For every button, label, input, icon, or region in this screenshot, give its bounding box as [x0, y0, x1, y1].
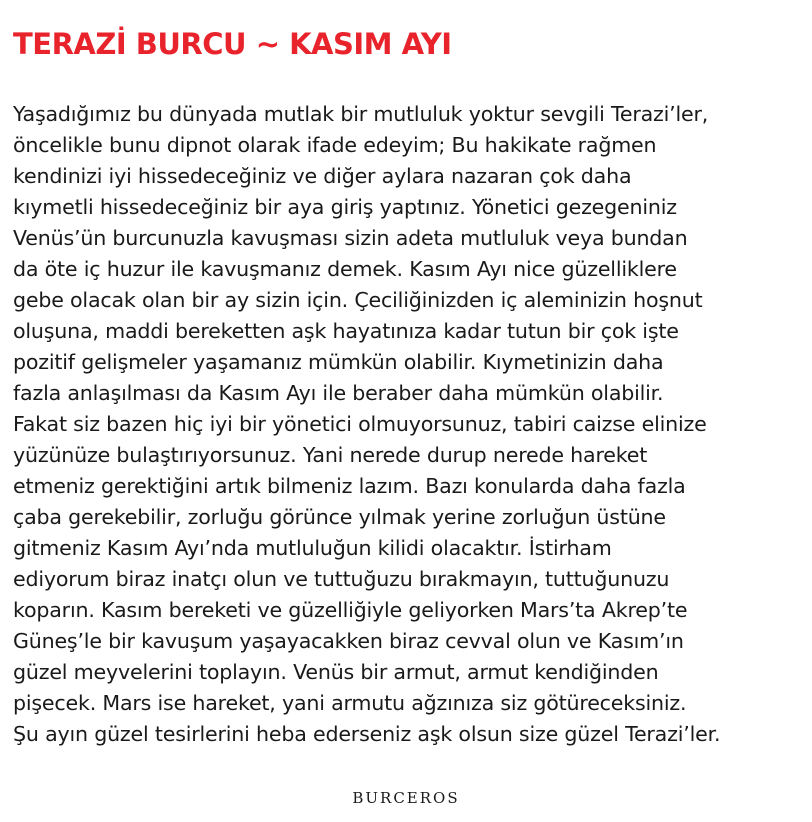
body-line: pişecek. Mars ise hareket, yani armutu ağzınıza siz götüreceksiniz. — [13, 691, 687, 715]
body-line: gitmeniz Kasım Ayı’nda mutluluğun kilidi olacaktır. İstirham — [13, 536, 612, 560]
body-line: etmeniz gerektiğini artık bilmeniz lazım. Bazı konularda daha fazla — [13, 474, 686, 498]
body-line: da öte iç huzur ile kavuşmanız demek. Kasım Ayı nice güzelliklere — [13, 257, 677, 281]
body-line: fazla anlaşılması da Kasım Ayı ile beraber daha mümkün olabilir. — [13, 381, 664, 405]
body-line: öncelikle bunu dipnot olarak ifade edeyim; Bu hakikate rağmen — [13, 133, 657, 157]
body-line: oluşuna, maddi bereketten aşk hayatınıza kadar tutun bir çok işte — [13, 319, 679, 343]
body-line: ediyorum biraz inatçı olun ve tuttuğuzu bırakmayın, tuttuğunuzu — [13, 567, 670, 591]
body-line: Güneş’le bir kavuşum yaşayacakken biraz cevval olun ve Kasım’ın — [13, 629, 684, 653]
body-line: kıymetli hissedeceğiniz bir aya giriş yaptınız. Yönetici gezegeniniz — [13, 195, 677, 219]
body-line: çaba gerekebilir, zorluğu görünce yılmak yerine zorluğun üstüne — [13, 505, 666, 529]
page-title: TERAZİ BURCU ~ KASIM AYI — [13, 27, 452, 61]
body-line: yüzünüze bulaştırıyorsunuz. Yani nerede durup nerede hareket — [13, 443, 648, 467]
body-line: Yaşadığımız bu dünyada mutlak bir mutluluk yoktur sevgili Terazi’ler, — [13, 102, 709, 126]
body-line: Şu ayın güzel tesirlerini heba ederseniz aşk olsun size güzel Terazi’ler. — [13, 722, 721, 746]
body-line: gebe olacak olan bir ay sizin için. Çeciliğinizden iç aleminizin hoşnut — [13, 288, 703, 312]
horoscope-body — [13, 99, 803, 750]
body-line: koparın. Kasım bereketi ve güzelliğiyle geliyorken Mars’ta Akrep’te — [13, 598, 688, 622]
body-line: kendinizi iyi hissedeceğiniz ve diğer aylara nazaran çok daha — [13, 164, 632, 188]
body-line: Venüs’ün burcunuzla kavuşması sizin adeta mutluluk veya bundan — [13, 226, 688, 250]
body-line: güzel meyvelerini toplayın. Venüs bir armut, armut kendiğinden — [13, 660, 659, 684]
brand-footer: BURCEROS — [352, 789, 460, 807]
body-line: pozitif gelişmeler yaşamanız mümkün olabilir. Kıymetinizin daha — [13, 350, 664, 374]
body-line: Fakat siz bazen hiç iyi bir yönetici olmuyorsunuz, tabiri caizse elinize — [13, 412, 707, 436]
